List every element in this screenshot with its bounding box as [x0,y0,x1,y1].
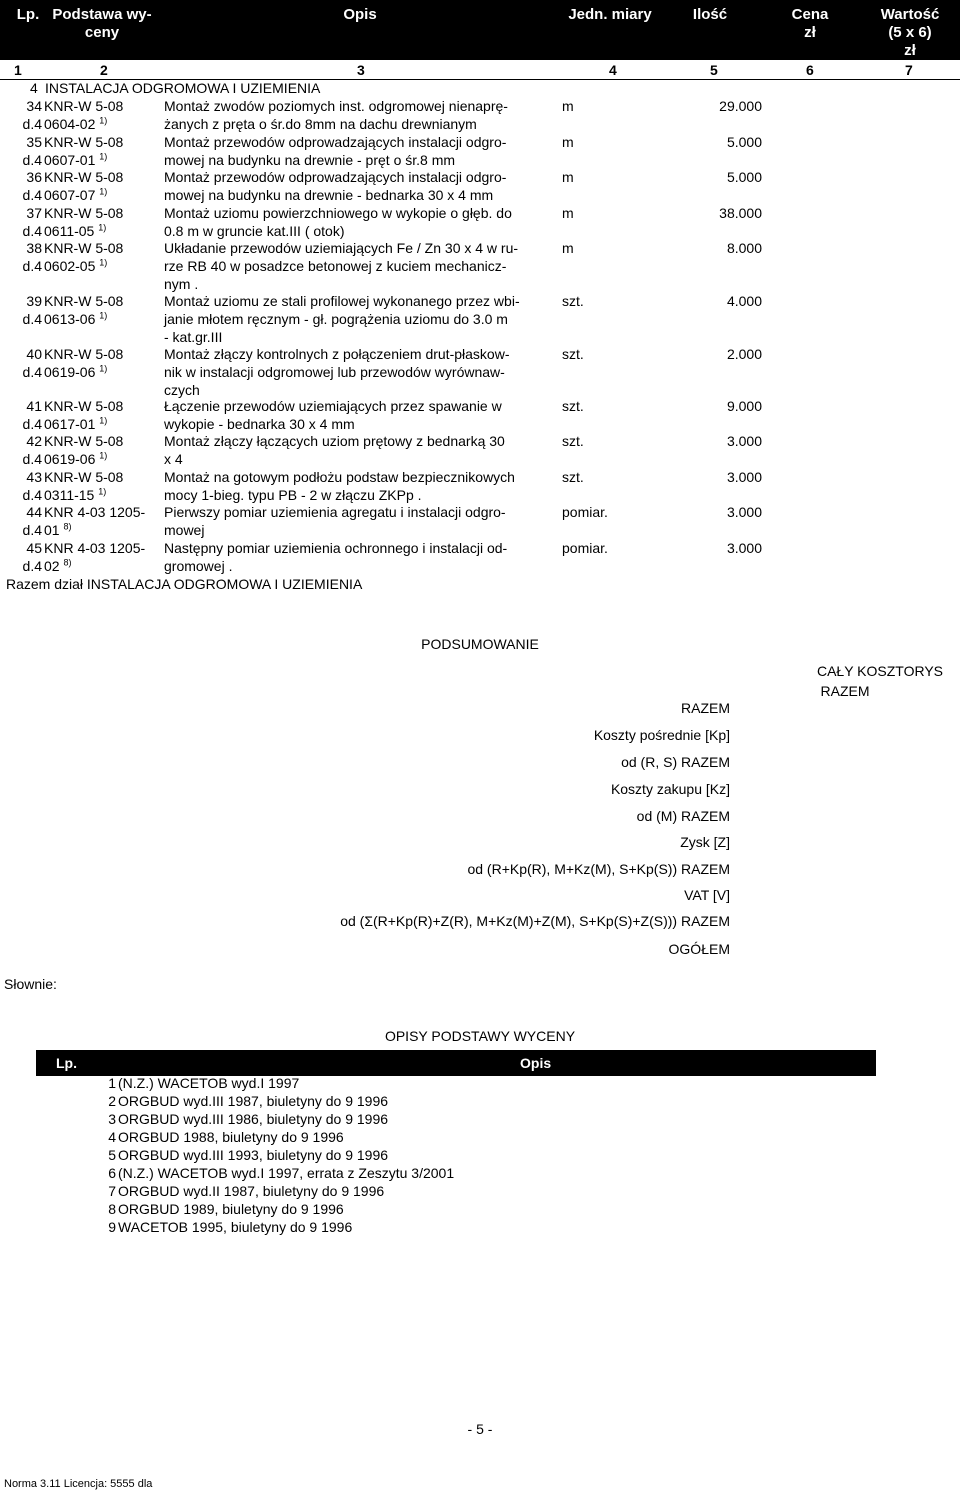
row-unit: szt. [562,346,584,362]
row-basis-line2 [44,223,106,240]
row-unit: szt. [562,433,584,449]
row-description-line: nym . [164,276,199,292]
header-lp: Lp. [16,6,40,23]
row-sub: d.4 [22,364,42,380]
row-description-line: Łączenie przewodów uziemiających przez spawanie w [164,398,502,414]
row-basis-line2 [44,258,107,275]
row-description-line: Montaż przewodów odprowadzających instalacji odgro- [164,134,507,150]
row-basis-code: 0613-06 [44,311,100,327]
bases-item-description: ORGBUD wyd.III 1993, biuletyny do 9 1996 [118,1147,389,1163]
summary-line: od (M) RAZEM [636,808,730,824]
row-quantity: 4.000 [726,293,762,309]
bases-item-number: 4 [108,1129,116,1145]
header-value-unit: zł [904,42,916,59]
row-unit: m [562,205,574,221]
row-description-line: żanych z pręta o śr.do 8mm na dachu drewnianym [164,116,477,132]
row-basis-code: 0611-05 [44,223,99,239]
row-sub: d.4 [22,522,42,538]
summary-column-razem: RAZEM [820,683,870,699]
row-quantity: 38.000 [719,205,762,221]
bases-item-description: (N.Z.) WACETOB wyd.I 1997 [118,1075,300,1091]
row-description-line: Montaż przewodów odprowadzających instalacji odgro- [164,169,507,185]
row-footnote: 1) [99,186,108,197]
row-lp: 35 [26,134,42,150]
row-basis-code: 0604-02 [44,116,100,132]
row-lp: 43 [26,469,42,485]
dictionary-label: Słownie: [4,976,57,992]
row-basis-line2 [44,364,107,381]
row-basis-code: 02 [44,558,64,574]
header-price-unit: zł [804,24,816,41]
row-footnote: 1) [99,363,108,374]
row-description-line: mowej na budynku na drewnie - bednarka 30 x 4 mm [164,187,494,203]
row-basis-line1: KNR-W 5-08 [44,398,124,414]
row-description-line: Montaż złączy łączących uziom prętowy z bednarką 30 [164,433,505,449]
column-number: 6 [806,62,814,78]
row-description-line: czych [164,382,200,398]
row-unit: szt. [562,469,584,485]
section-number: 4 [30,80,38,96]
row-description-line: Montaż uziomu ze stali profilowej wykonanego przez wbi- [164,293,520,309]
bases-item-description: ORGBUD 1989, biuletyny do 9 1996 [118,1201,344,1217]
row-description-line: - kat.gr.III [164,329,223,345]
row-basis-line1: KNR-W 5-08 [44,240,124,256]
row-lp: 39 [26,293,42,309]
row-basis-line1: KNR-W 5-08 [44,205,124,221]
row-basis-line1: KNR-W 5-08 [44,433,124,449]
row-quantity: 3.000 [726,433,762,449]
summary-line: OGÓŁEM [668,941,730,957]
header-basis: Podstawa wy- ceny [52,6,152,41]
row-lp: 37 [26,205,42,221]
row-footnote: 1) [98,222,107,233]
row-description-line: Montaż zwodów poziomych inst. odgromowej nienaprę- [164,98,508,114]
row-basis-code: 0617-01 [44,416,100,432]
row-description-line: Montaż na gotowym podłożu podstaw bezpiecznikowych [164,469,515,485]
row-basis-line2 [44,187,107,204]
summary-line: Koszty zakupu [Kz] [610,781,730,797]
summary-line: od (R, S) RAZEM [621,754,730,770]
summary-line: od (R+Kp(R), M+Kz(M), S+Kp(S)) RAZEM [467,861,730,877]
row-basis-line2 [44,152,107,169]
row-lp: 41 [26,398,42,414]
row-footnote: 1) [99,115,108,126]
row-unit: pomiar. [562,540,608,556]
row-lp: 44 [26,504,42,520]
row-description-line: nik w instalacji odgromowej lub przewodów wyrównaw- [164,364,505,380]
row-sub: d.4 [22,223,42,239]
row-description-line: x 4 [164,451,183,467]
row-basis-line1: KNR-W 5-08 [44,346,124,362]
row-basis-line1: KNR 4-03 1205- [44,540,146,556]
row-description-line: gromowej . [164,558,233,574]
summary-line: RAZEM [681,700,730,716]
section-total: Razem dział INSTALACJA ODGROMOWA I UZIEMIENIA [6,576,363,592]
row-basis-code: 0607-01 [44,152,100,168]
header-value: Wartość [880,6,940,23]
row-unit: m [562,98,574,114]
column-number: 1 [14,62,22,78]
summary-line: VAT [V] [684,887,730,903]
row-unit: szt. [562,293,584,309]
header-value-formula: (5 x 6) [888,24,932,41]
bases-item-number: 3 [108,1111,116,1127]
row-description-line: Pierwszy pomiar uziemienia agregatu i instalacji odgro- [164,504,506,520]
row-basis-line1: KNR 4-03 1205- [44,504,146,520]
bases-item-number: 1 [108,1075,116,1091]
row-basis-line2 [44,522,71,539]
row-sub: d.4 [22,116,42,132]
row-description-line: Następny pomiar uziemienia ochronnego i instalacji od- [164,540,508,556]
row-basis-line1: KNR-W 5-08 [44,469,124,485]
row-basis-code: 0619-06 [44,364,100,380]
row-footnote: 1) [98,486,107,497]
bases-header-description: Opis [520,1055,552,1071]
row-description-line: wykopie - bednarka 30 x 4 mm [164,416,355,432]
footer-license: Norma 3.11 Licencja: 5555 dla [4,1478,153,1490]
row-description-line: mocy 1-bieg. typu PB - 2 w złączu ZKPp . [164,487,422,503]
bases-item-description: ORGBUD 1988, biuletyny do 9 1996 [118,1129,344,1145]
bases-header-lp: Lp. [56,1055,77,1071]
row-basis-code: 01 [44,522,64,538]
bases-item-description: ORGBUD wyd.II 1987, biuletyny do 9 1996 [118,1183,385,1199]
column-number: 3 [357,62,365,78]
row-basis-code: 0619-06 [44,451,100,467]
row-sub: d.4 [22,311,42,327]
row-description-line: rze RB 40 w posadzce betonowej z kuciem mechanicz- [164,258,507,274]
row-lp: 42 [26,433,42,449]
row-unit: m [562,169,574,185]
header-price: Cena [791,6,829,23]
section-title: INSTALACJA ODGROMOWA I UZIEMIENIA [45,80,321,96]
header-description: Opis [343,6,377,23]
row-description-line: Montaż złączy kontrolnych z połączeniem drut-płaskow- [164,346,510,362]
row-basis-code: 0311-15 [44,487,99,503]
row-basis-line1: KNR-W 5-08 [44,169,124,185]
summary-line: Zysk [Z] [680,834,730,850]
bases-item-number: 2 [108,1093,116,1109]
row-sub: d.4 [22,416,42,432]
summary-column-title: CAŁY KOSZTORYS [816,663,944,679]
row-footnote: 1) [99,151,108,162]
row-lp: 34 [26,98,42,114]
row-basis-line2 [44,116,107,133]
column-number: 4 [609,62,617,78]
row-lp: 40 [26,346,42,362]
row-sub: d.4 [22,152,42,168]
bases-item-number: 6 [108,1165,116,1181]
row-description-line: mowej na budynku na drewnie - pręt o śr.8 mm [164,152,456,168]
row-sub: d.4 [22,558,42,574]
row-quantity: 3.000 [726,469,762,485]
row-description-line: Układanie przewodów uziemiających Fe / Zn 30 x 4 w ru- [164,240,519,256]
row-footnote: 1) [99,310,108,321]
row-quantity: 3.000 [726,504,762,520]
row-footnote: 1) [99,450,108,461]
bases-title: OPISY PODSTAWY WYCENY [384,1028,576,1044]
row-quantity: 2.000 [726,346,762,362]
row-lp: 45 [26,540,42,556]
row-basis-line2 [44,487,106,504]
row-quantity: 3.000 [726,540,762,556]
summary-line: od (Σ(R+Kp(R)+Z(R), M+Kz(M)+Z(M), S+Kp(S)+Z(S))) RAZEM [340,913,730,929]
row-quantity: 8.000 [726,240,762,256]
row-basis-line1: KNR-W 5-08 [44,134,124,150]
row-description-line: janie młotem ręcznym - gł. pogrążenia uziomu do 3.0 m [164,311,508,327]
row-unit: pomiar. [562,504,608,520]
row-quantity: 9.000 [726,398,762,414]
row-sub: d.4 [22,187,42,203]
bases-item-number: 5 [108,1147,116,1163]
bases-item-description: ORGBUD wyd.III 1986, biuletyny do 9 1996 [118,1111,389,1127]
column-number: 2 [100,62,108,78]
row-quantity: 29.000 [719,98,762,114]
row-sub: d.4 [22,451,42,467]
summary-line: Koszty pośrednie [Kp] [593,727,730,743]
row-basis-line1: KNR-W 5-08 [44,293,124,309]
row-basis-line2 [44,451,107,468]
row-footnote: 1) [99,415,108,426]
header-unit: Jedn. miary [568,6,652,23]
row-unit: m [562,134,574,150]
bases-item-description: WACETOB 1995, biuletyny do 9 1996 [118,1219,353,1235]
row-sub: d.4 [22,487,42,503]
row-basis-code: 0607-07 [44,187,100,203]
row-lp: 38 [26,240,42,256]
row-basis-line2 [44,311,107,328]
summary-title: PODSUMOWANIE [421,636,539,652]
page-number: - 5 - [467,1421,493,1437]
bases-table-header [36,1050,876,1076]
column-number: 7 [905,62,913,78]
column-number: 5 [710,62,718,78]
header-quantity: Ilość [692,6,728,23]
row-description-line: mowej [164,522,205,538]
row-basis-line2 [44,416,107,433]
bases-item-number: 8 [108,1201,116,1217]
bases-item-description: (N.Z.) WACETOB wyd.I 1997, errata z Zeszytu 3/2001 [118,1165,455,1181]
row-sub: d.4 [22,258,42,274]
row-basis-line1: KNR-W 5-08 [44,98,124,114]
bases-item-number: 7 [108,1183,116,1199]
row-basis-code: 0602-05 [44,258,100,274]
bases-item-number: 9 [108,1219,116,1235]
row-unit: szt. [562,398,584,414]
row-description-line: 0.8 m w gruncie kat.III ( otok) [164,223,345,239]
row-footnote: 1) [99,257,108,268]
row-description-line: Montaż uziomu powierzchniowego w wykopie o głęb. do [164,205,512,221]
row-lp: 36 [26,169,42,185]
row-quantity: 5.000 [726,134,762,150]
row-footnote: 8) [63,521,72,532]
row-basis-line2 [44,558,71,575]
bases-item-description: ORGBUD wyd.III 1987, biuletyny do 9 1996 [118,1093,389,1109]
row-footnote: 8) [63,557,72,568]
row-unit: m [562,240,574,256]
row-quantity: 5.000 [726,169,762,185]
